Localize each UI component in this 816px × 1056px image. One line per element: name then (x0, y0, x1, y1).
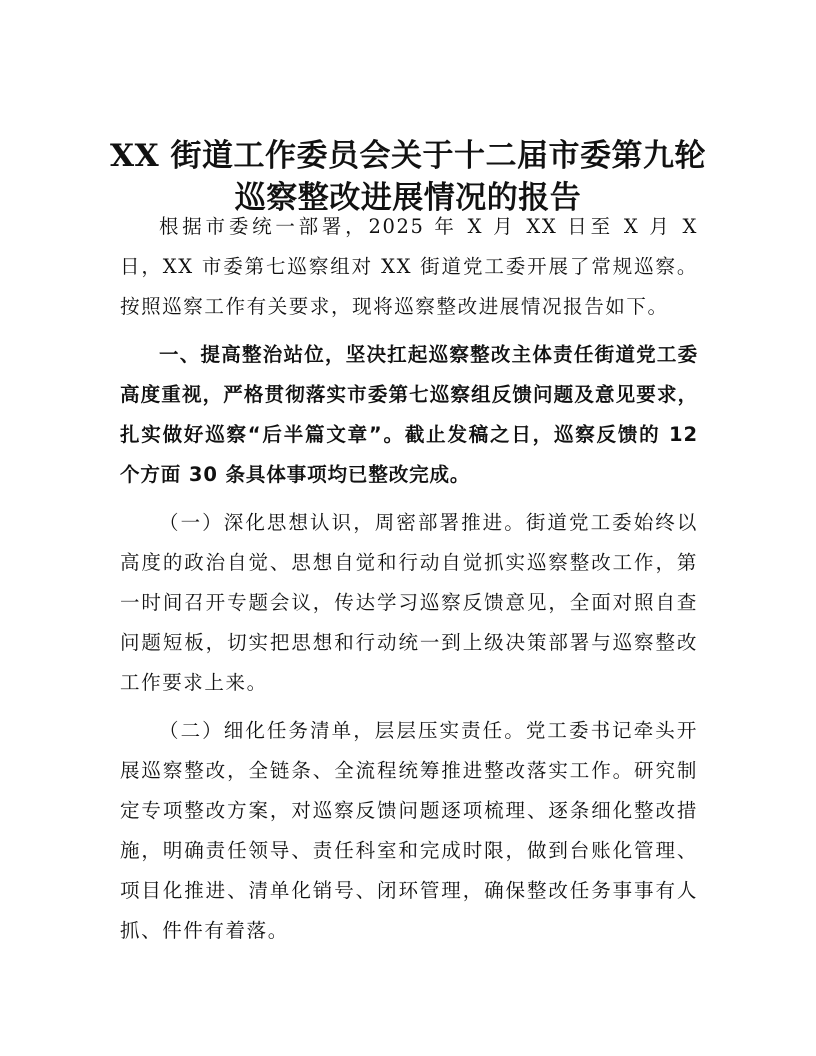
title-line-2: 巡察整改进展情况的报告 (234, 179, 582, 216)
subsection-paragraph-2: （二）细化任务清单，层层压实责任。党工委书记牵头开展巡察整改，全链条、全流程统筹推进整改落实工作。研究制定专项整改方案，对巡察反馈问题逐项梳理、逐条细化整改措施，明确责任领导、责任科室和完成时限，做到台账化管理、项目化推进、清单化销号、闭环管理，确保整改任务事事有人抓、件件有着落。 (120, 719, 698, 942)
intro-paragraph: 根据市委统一部署，2025 年 X 月 XX 日至 X 月 X 日，XX 市委第七巡察组对 XX 街道党工委开展了常规巡察。按照巡察工作有关要求，现将巡察整改进展情况报告如下。 (120, 215, 698, 318)
title-line-1: XX 街道工作委员会关于十二届市委第九轮 (110, 137, 706, 174)
subsection-paragraph-1: （一）深化思想认识，周密部署推进。街道党工委始终以高度的政治自觉、思想自觉和行动自觉抓实巡察整改工作，第一时间召开专题会议，传达学习巡察反馈意见，全面对照自查问题短板，切实把思想和行动统一到上级决策部署与巡察整改工作要求上来。 (120, 511, 698, 694)
section-heading-1: 一、提高整治站位，坚决扛起巡察整改主体责任街道党工委高度重视，严格贯彻落实市委第七巡察组反馈问题及意见要求，扎实做好巡察“后半篇文章”。截止发稿之日，巡察反馈的 12 个方面 30 条具体事项均已整改完成。 (120, 343, 698, 486)
